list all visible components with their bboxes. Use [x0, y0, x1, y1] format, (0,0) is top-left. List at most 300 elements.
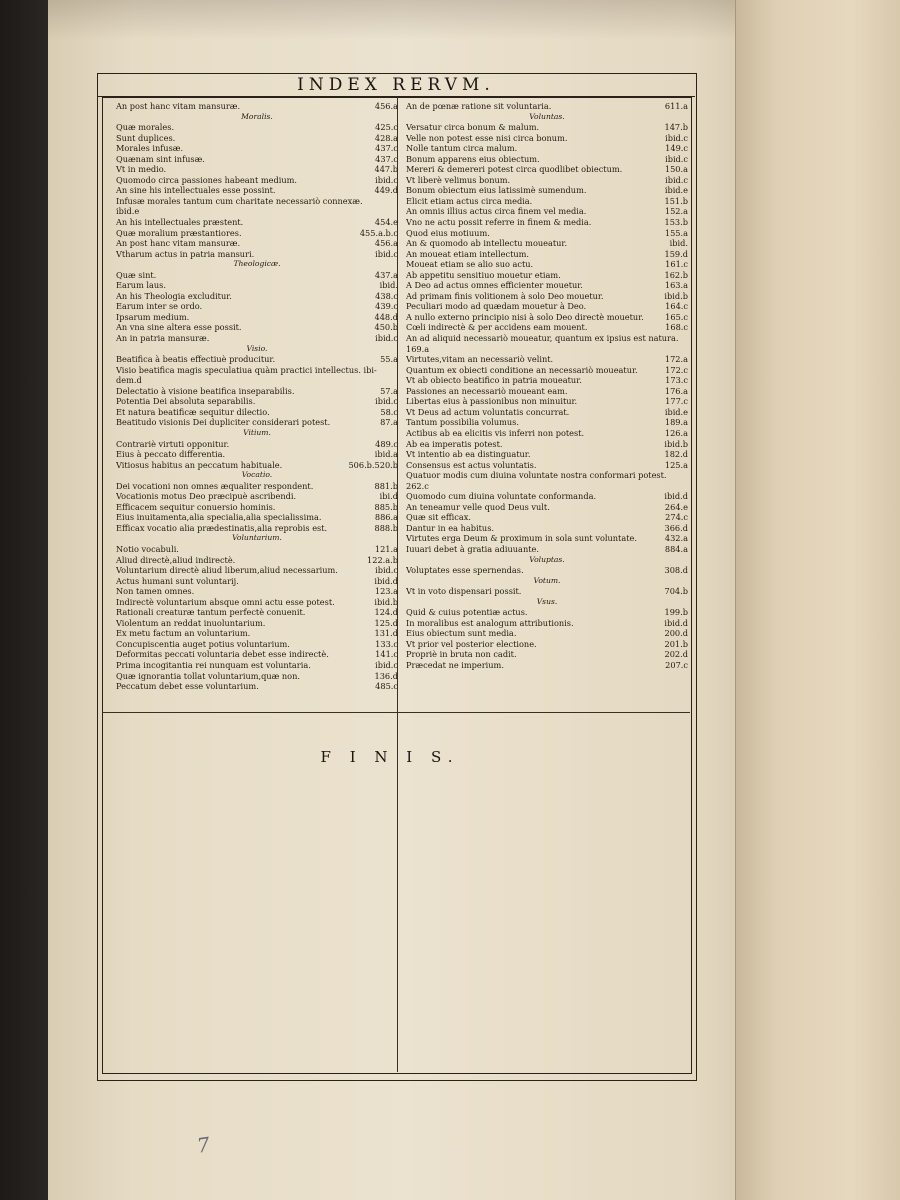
entry-text: Efficax vocatio alia prædestinatis,alia reprobis est.: [116, 522, 328, 533]
entry-page-ref: 885.b: [374, 501, 398, 512]
index-entry: [116, 386, 398, 397]
entry-page-ref: 884.a: [664, 543, 688, 554]
entry-text: Nolle tantum circa malum.: [406, 143, 518, 154]
entry-page-ref: 55.a: [380, 354, 398, 365]
entry-page-ref: ibid.c: [375, 396, 398, 407]
entry-page-ref: 366.d: [664, 522, 688, 533]
entry-page-ref: [394, 375, 398, 386]
entry-text: Violentum an reddat inuoluntarium.: [116, 617, 266, 628]
entry-text: Contrariè virtuti opponitur.: [116, 438, 230, 449]
index-entry: [116, 491, 398, 502]
entry-text: Rationali creaturæ tantum perfectè conuenit.: [116, 607, 306, 618]
index-column-left: [116, 101, 398, 692]
index-entry: [116, 291, 398, 302]
entry-text: Libertas eius à passionibus non minuitur.: [406, 396, 578, 407]
index-entry: [406, 439, 688, 450]
index-entry: [116, 143, 398, 154]
entry-page-ref: ibid.d: [664, 617, 688, 628]
entry-page-ref: [684, 481, 688, 492]
entry-text: Iuuari debet à gratia adiuuante.: [406, 543, 539, 554]
entry-page-ref: 58.c: [380, 406, 398, 417]
entry-text: An post hanc vitam mansuræ.: [116, 101, 241, 111]
index-entry: [116, 312, 398, 323]
index-entry: [116, 375, 398, 386]
entry-page-ref: 149.c: [665, 143, 688, 154]
section-heading: Visio.: [246, 343, 268, 353]
index-entry: [116, 217, 398, 228]
entry-page-ref: ibid.: [379, 280, 398, 291]
entry-page-ref: ibid.c: [375, 174, 398, 185]
section-heading: Moralis.: [241, 111, 273, 121]
entry-page-ref: 121.a: [374, 543, 398, 554]
entry-page-ref: 506.b.520.b: [348, 459, 398, 470]
entry-text: Quomodo circa passiones habeant medium.: [116, 174, 297, 185]
entry-text: Concupiscentia auget potius voluntarium.: [116, 638, 290, 649]
entry-text: Sunt duplices.: [116, 132, 176, 143]
entry-text: Potentia Dei absoluta separabilis.: [116, 396, 256, 407]
entry-page-ref: 147.b: [664, 122, 688, 133]
index-entry: [406, 175, 688, 186]
index-entry: [116, 502, 398, 513]
index-entry: [116, 333, 398, 344]
index-entry: [406, 428, 688, 439]
entry-text: Mereri & demereri potest circa quodlibet obiectum.: [406, 164, 623, 175]
entry-text: Moueat etiam se alio suo actu.: [406, 259, 534, 270]
facing-page-edge: [735, 0, 900, 1200]
entry-page-ref: 162.b: [664, 269, 688, 280]
section-heading: Vitium.: [243, 427, 271, 437]
entry-text: Eius à peccato differentia.: [116, 449, 226, 460]
entry-text: Vocationis motus Deo præcipuè ascribendi.: [116, 491, 297, 502]
entry-page-ref: 888.b: [374, 522, 398, 533]
section-heading: Voluptas.: [529, 554, 565, 564]
entry-text: Velle non potest esse nisi circa bonum.: [406, 132, 568, 143]
entry-text: Morales infusæ.: [116, 143, 184, 154]
index-entry: [116, 597, 398, 608]
entry-text: An post hanc vitam mansuræ.: [116, 238, 241, 249]
entry-page-ref: ibid.b: [664, 438, 688, 449]
index-entry: [406, 365, 688, 376]
entry-page-ref: 437.c: [375, 143, 398, 154]
finis-label: F I N I S.: [320, 748, 460, 766]
entry-page-ref: 454.e: [374, 217, 398, 228]
index-entry: [406, 544, 688, 555]
entry-page-ref: ibid.c: [665, 132, 688, 143]
entry-text: An teneamur velle quod Deus vult.: [406, 501, 550, 512]
index-entry: [406, 481, 688, 492]
index-entry: [406, 101, 688, 112]
index-entry: [406, 185, 688, 196]
index-entry: [406, 122, 688, 133]
index-entry: [406, 460, 688, 471]
entry-text: Actus humani sunt voluntarij.: [116, 575, 239, 586]
entry-page-ref: 161.c: [665, 259, 688, 270]
index-entry: [406, 470, 688, 481]
entry-page-ref: 124.d: [374, 607, 398, 618]
index-entry: [116, 133, 398, 144]
entry-page-ref: ibid.e: [664, 185, 688, 196]
index-entry: [116, 544, 398, 555]
index-entry: [406, 291, 688, 302]
entry-page-ref: 189.a: [664, 417, 688, 428]
entry-text: Earum laus.: [116, 280, 166, 291]
entry-text: 169.a: [406, 343, 430, 354]
index-entry: [116, 481, 398, 492]
index-entry: [406, 660, 688, 671]
index-entry: [406, 386, 688, 397]
index-entry: [406, 312, 688, 323]
entry-text: Aliud directè,aliud indirectè.: [116, 554, 236, 565]
entry-page-ref: 155.a: [664, 227, 688, 238]
index-entry: [116, 649, 398, 660]
entry-text: Deformitas peccati voluntaria debet esse indirectè.: [116, 649, 329, 660]
entry-text: An sine his intellectuales esse possint.: [116, 185, 276, 196]
entry-text: Prima incogitantia rei nunquam est voluntaria.: [116, 659, 311, 670]
entry-page-ref: 704.b: [664, 586, 688, 597]
entry-text: Beatifica à beatis effectiuè producitur.: [116, 354, 276, 365]
entry-page-ref: 207.c: [665, 659, 688, 670]
entry-text: Peculiari modo ad quædam mouetur à Deo.: [406, 301, 587, 312]
entry-text: A nullo externo principio nisi à solo Deo directè mouetur.: [406, 311, 644, 322]
index-entry: [116, 681, 398, 692]
index-entry: [406, 396, 688, 407]
index-entry: [116, 576, 398, 587]
index-entry: [406, 228, 688, 239]
entry-page-ref: 165.c: [665, 311, 688, 322]
entry-page-ref: 439.c: [375, 301, 398, 312]
index-entry: [406, 344, 688, 355]
entry-text: Peccatum debet esse voluntarium.: [116, 681, 259, 692]
entry-text: Ab appetitu sensitiuo mouetur etiam.: [406, 269, 561, 280]
index-entry: [116, 238, 398, 249]
index-end-rule: [102, 712, 690, 713]
entry-page-ref: 150.a: [664, 164, 688, 175]
entry-text: Vt liberè velimus bonum.: [406, 174, 511, 185]
entry-page-ref: ibid.c: [375, 333, 398, 344]
entry-text: Delectatio à visione beatifica inseparabilis.: [116, 385, 295, 396]
index-entry: [116, 565, 398, 576]
index-entry: [116, 660, 398, 671]
entry-text: Vt ab obiecto beatifico in patria moueatur.: [406, 375, 582, 386]
entry-text: Et natura beatificæ sequitur dilectio.: [116, 406, 270, 417]
index-column-right: [406, 101, 688, 671]
index-entry: [406, 217, 688, 228]
entry-page-ref: ibid.c: [375, 565, 398, 576]
entry-page-ref: 126.a: [664, 427, 688, 438]
index-entry: [116, 164, 398, 175]
entry-page-ref: 176.a: [664, 385, 688, 396]
entry-text: Non tamen omnes.: [116, 586, 195, 597]
entry-text: Quæ ignorantia tollat voluntarium,quæ non.: [116, 670, 300, 681]
entry-text: Eius obiectum sunt media.: [406, 628, 517, 639]
index-entry: [116, 154, 398, 165]
entry-text: Ipsarum medium.: [116, 311, 190, 322]
entry-text: 262.c: [406, 480, 429, 491]
entry-page-ref: ibid.d: [664, 491, 688, 502]
entry-page-ref: 141.c: [375, 649, 398, 660]
entry-page-ref: 308.d: [664, 565, 688, 576]
entry-page-ref: 881.b: [374, 480, 398, 491]
index-entry: [406, 249, 688, 260]
entry-page-ref: 448.d: [374, 311, 398, 322]
index-entry: [406, 607, 688, 618]
entry-text: Quæ morales.: [116, 122, 175, 133]
entry-page-ref: 201.b: [664, 638, 688, 649]
index-entry: [406, 417, 688, 428]
index-entry: [406, 154, 688, 165]
entry-page-ref: 432.a: [664, 533, 688, 544]
index-entry: [116, 439, 398, 450]
entry-page-ref: 164.c: [665, 301, 688, 312]
entry-text: A Deo ad actus omnes efficienter mouetur.: [406, 280, 583, 291]
index-entry: [116, 270, 398, 281]
section-heading: Vocatio.: [241, 470, 273, 480]
index-entry: [116, 407, 398, 418]
entry-page-ref: 153.b: [664, 217, 688, 228]
entry-text: dem.d: [116, 375, 142, 386]
entry-text: Visio beatifica magis speculatiua quàm practici intellectus. ibi-: [116, 364, 377, 375]
index-entry: [116, 196, 398, 207]
entry-text: Ab ea imperatis potest.: [406, 438, 503, 449]
entry-text: Cœli indirectè & per accidens eam mouent.: [406, 322, 588, 333]
entry-page-ref: 199.b: [664, 607, 688, 618]
entry-page-ref: 450.b: [374, 322, 398, 333]
entry-text: Virtutes erga Deum & proximum in sola sunt voluntate.: [406, 533, 637, 544]
entry-page-ref: [394, 365, 398, 376]
entry-page-ref: 456.a: [374, 101, 398, 111]
entry-page-ref: ibid.c: [665, 153, 688, 164]
entry-text: An his Theologia excluditur.: [116, 290, 232, 301]
entry-text: An in patria mansuræ.: [116, 333, 210, 344]
index-entry: [116, 449, 398, 460]
entry-page-ref: 131.d: [374, 628, 398, 639]
index-entry: [406, 322, 688, 333]
entry-page-ref: 274.c: [665, 512, 688, 523]
index-entry: [406, 491, 688, 502]
index-entry: [406, 133, 688, 144]
entry-text: Passiones an necessariò moueant eam.: [406, 385, 568, 396]
index-entry: [116, 639, 398, 650]
entry-text: Quæ sit efficax.: [406, 512, 471, 523]
entry-text: Dei vocationi non omnes æqualiter respondent.: [116, 480, 314, 491]
entry-page-ref: ibid.a: [374, 449, 398, 460]
entry-page-ref: [684, 470, 688, 481]
entry-page-ref: 125.a: [664, 459, 688, 470]
entry-page-ref: [684, 333, 688, 344]
index-entry: [116, 206, 398, 217]
index-entry: [406, 628, 688, 639]
index-entry: [116, 249, 398, 260]
entry-text: Beatitudo visionis Dei dupliciter considerari potest.: [116, 417, 331, 428]
entry-text: Quæ sint.: [116, 269, 157, 280]
entry-text: Elicit etiam actus circa media.: [406, 195, 533, 206]
entry-page-ref: 172.c: [665, 364, 688, 375]
index-entry: [406, 259, 688, 270]
entry-page-ref: ibid.c: [665, 174, 688, 185]
entry-text: Vtharum actus in patria mansuri.: [116, 248, 255, 259]
index-entry: [406, 565, 688, 576]
index-entry: [406, 502, 688, 513]
entry-page-ref: 133.c: [375, 638, 398, 649]
entry-page-ref: 152.a: [664, 206, 688, 217]
index-entry: [116, 417, 398, 428]
index-entry: [406, 449, 688, 460]
entry-page-ref: ibid.d: [374, 575, 398, 586]
index-entry: [406, 533, 688, 544]
entry-page-ref: 173.c: [665, 375, 688, 386]
entry-page-ref: [394, 196, 398, 207]
section-heading: Theologicæ.: [233, 259, 281, 269]
entry-page-ref: ibid.: [669, 238, 688, 249]
index-entry: [406, 354, 688, 365]
entry-text: Quantum ex obiecti conditione an necessariò moueatur.: [406, 364, 638, 375]
entry-text: Vt prior vel posterior electione.: [406, 638, 537, 649]
entry-page-ref: 438.c: [375, 290, 398, 301]
entry-page-ref: ibi.d: [379, 491, 398, 502]
section-heading: Voluntarium.: [232, 533, 282, 543]
index-entry: [116, 512, 398, 523]
entry-text: Quod eius motiuum.: [406, 227, 490, 238]
entry-page-ref: 428.a: [374, 132, 398, 143]
index-entry: [116, 365, 398, 376]
index-entry: [116, 628, 398, 639]
entry-text: ibid.e: [116, 206, 140, 217]
entry-text: In moralibus est analogum attributionis.: [406, 617, 574, 628]
section-heading: Voluntas.: [529, 111, 565, 121]
index-entry: [406, 301, 688, 312]
entry-page-ref: 485.c: [375, 681, 398, 692]
entry-page-ref: 447.b: [374, 164, 398, 175]
entry-page-ref: 200.d: [664, 628, 688, 639]
entry-text: Bonum apparens eius obiectum.: [406, 153, 540, 164]
entry-page-ref: ibid.c: [375, 248, 398, 259]
entry-text: An & quomodo ab intellectu moueatur.: [406, 238, 568, 249]
index-entry: [406, 649, 688, 660]
entry-text: Indirectè voluntarium absque omni actu esse potest.: [116, 596, 335, 607]
index-entry: [116, 122, 398, 133]
pencil-mark: 7: [195, 1132, 212, 1158]
entry-text: Vitiosus habitus an peccatum habituale.: [116, 459, 283, 470]
entry-text: Quæ moralium præstantiores.: [116, 227, 242, 238]
entry-text: Ad primam finis volitionem à solo Deo mouetur.: [406, 290, 604, 301]
entry-text: Vt intentio ab ea distinguatur.: [406, 449, 531, 460]
entry-text: Efficacem sequitur conuersio hominis.: [116, 501, 276, 512]
entry-text: Vt in medio.: [116, 164, 167, 175]
index-entry: [116, 280, 398, 291]
index-entry: [406, 375, 688, 386]
entry-page-ref: 489.c: [375, 438, 398, 449]
entry-page-ref: 151.b: [664, 195, 688, 206]
page-shadow: [48, 0, 760, 40]
entry-text: An ad aliquid necessariò moueatur, quantum ex ipsius est natura.: [406, 333, 679, 344]
entry-text: Quomodo cum diuina voluntate conformanda.: [406, 491, 597, 502]
index-entry: [116, 175, 398, 186]
entry-text: An de pœnæ ratione sit voluntaria.: [406, 101, 552, 111]
entry-page-ref: ibid.b: [374, 596, 398, 607]
entry-text: Vt in voto dispensari possit.: [406, 586, 522, 597]
index-entry: [116, 555, 398, 566]
entry-text: Consensus est actus voluntatis.: [406, 459, 537, 470]
section-heading: Votum.: [533, 575, 561, 585]
entry-text: Quatuor modis cum diuina voluntate nostra conformari potest.: [406, 470, 667, 481]
entry-page-ref: 168.c: [665, 322, 688, 333]
index-entry: [116, 185, 398, 196]
entry-text: Dantur in ea habitus.: [406, 522, 495, 533]
index-entry: [406, 407, 688, 418]
entry-text: An omnis illius actus circa finem vel media.: [406, 206, 587, 217]
entry-page-ref: 449.d: [374, 185, 398, 196]
entry-page-ref: 177.c: [665, 396, 688, 407]
entry-page-ref: 886.a: [374, 512, 398, 523]
index-entry: [116, 322, 398, 333]
entry-page-ref: 182.d: [664, 449, 688, 460]
index-entry: [116, 354, 398, 365]
entry-page-ref: 57.a: [380, 385, 398, 396]
index-entry: [406, 586, 688, 597]
index-entry: [116, 101, 398, 112]
entry-page-ref: 455.a.b.c: [359, 227, 398, 238]
entry-page-ref: 122.a.b: [367, 554, 398, 565]
index-entry: [116, 523, 398, 534]
index-entry: [406, 143, 688, 154]
index-entry: [406, 270, 688, 281]
entry-text: Infusæ morales tantum cum charitate necessariò connexæ.: [116, 195, 363, 206]
entry-page-ref: ibid.e: [664, 406, 688, 417]
index-entry: [406, 512, 688, 523]
entry-text: Vno ne actu possit referre in finem & media.: [406, 217, 592, 228]
entry-page-ref: 264.e: [664, 501, 688, 512]
entry-text: An his intellectuales præstent.: [116, 217, 244, 228]
entry-page-ref: 163.a: [664, 280, 688, 291]
entry-text: Notio vocabuli.: [116, 543, 179, 554]
section-heading: Vsus.: [536, 596, 558, 606]
entry-text: Præcedat ne imperium.: [406, 659, 504, 670]
index-entry: [406, 280, 688, 291]
entry-text: Vt Deus ad actum voluntatis concurrat.: [406, 406, 570, 417]
entry-text: Quid & cuius potentiæ actus.: [406, 607, 528, 618]
entry-page-ref: 159.d: [664, 248, 688, 259]
index-entry: [116, 586, 398, 597]
entry-page-ref: 456.a: [374, 238, 398, 249]
entry-text: Ex metu factum an voluntarium.: [116, 628, 251, 639]
entry-text: Earum inter se ordo.: [116, 301, 203, 312]
entry-page-ref: 123.a: [374, 586, 398, 597]
index-entry: [406, 333, 688, 344]
entry-page-ref: 136.d: [374, 670, 398, 681]
index-entry: [116, 607, 398, 618]
index-entry: [116, 228, 398, 239]
entry-page-ref: 611.a: [664, 101, 688, 111]
index-entry: [406, 196, 688, 207]
entry-page-ref: [394, 206, 398, 217]
entry-page-ref: 202.d: [664, 649, 688, 660]
entry-text: Quænam sint infusæ.: [116, 153, 205, 164]
entry-text: Bonum obiectum eius latissimè sumendum.: [406, 185, 587, 196]
entry-page-ref: 87.a: [380, 417, 398, 428]
entry-text: An vna sine altera esse possit.: [116, 322, 242, 333]
index-entry: [406, 206, 688, 217]
entry-text: Versatur circa bonum & malum.: [406, 122, 540, 133]
entry-text: An moueat etiam intellectum.: [406, 248, 530, 259]
entry-text: Virtutes,vitam an necessariò velint.: [406, 354, 554, 365]
entry-page-ref: ibid.c: [375, 659, 398, 670]
page-title: INDEX RERVM.: [97, 74, 695, 97]
entry-page-ref: ibid.b: [664, 290, 688, 301]
entry-text: Propriè in bruta non cadit.: [406, 649, 517, 660]
entry-text: Tantum possibilia volumus.: [406, 417, 519, 428]
entry-page-ref: 172.a: [664, 354, 688, 365]
entry-text: Eius inuitamenta,alia specialia,alia specialissima.: [116, 512, 322, 523]
